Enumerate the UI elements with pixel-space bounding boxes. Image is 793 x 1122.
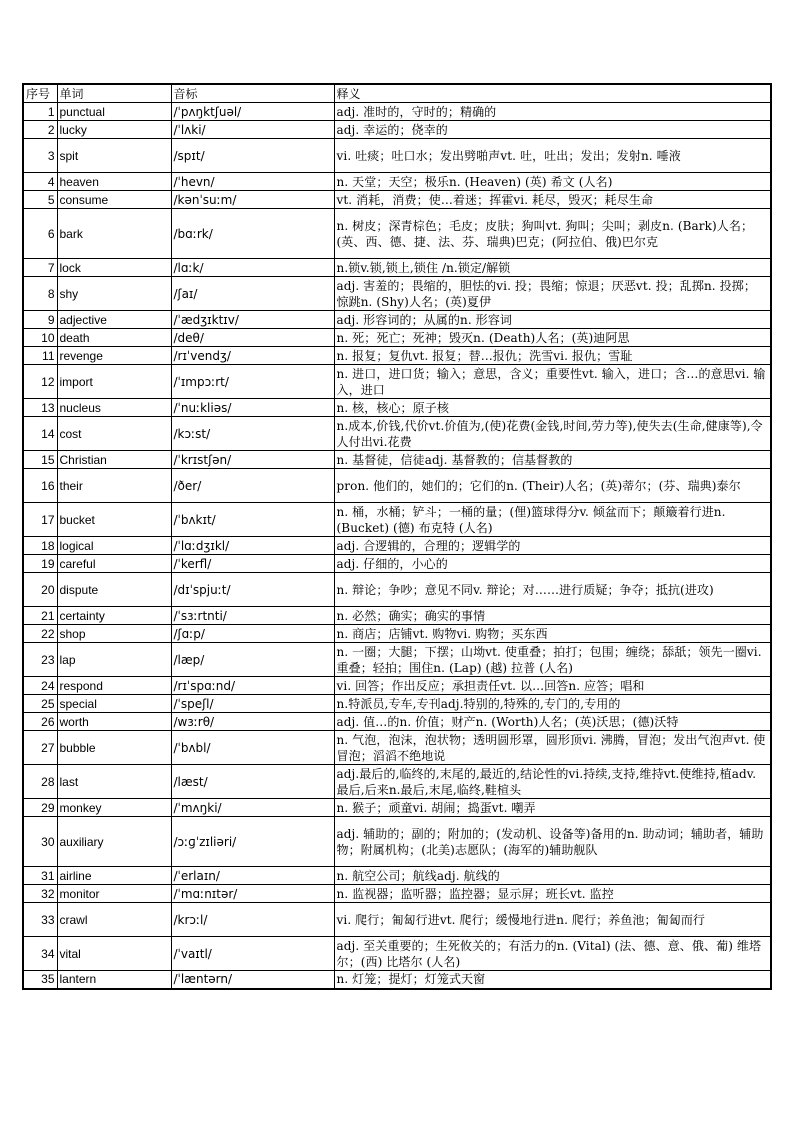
row-word: death [57,329,171,347]
row-phonetic: /ˈvaɪtl/ [171,937,334,971]
row-phonetic: /krɔːl/ [171,903,334,937]
row-definition: n.锁v.锁,锁上,锁住 /n.锁定/解锁 [334,259,771,277]
row-definition: n. 商店；店铺vt. 购物vi. 购物；买东西 [334,625,771,643]
table-row [23,103,771,121]
row-word: import [57,365,171,399]
row-word: nucleus [57,399,171,417]
table-row [23,937,771,971]
row-number: 4 [23,173,57,191]
row-number: 3 [23,139,57,173]
row-word: adjective [57,311,171,329]
row-number: 10 [23,329,57,347]
row-definition: adj. 准时的，守时的；精确的 [334,103,771,121]
row-definition: adj. 至关重要的；生死攸关的；有活力的n. (Vital) (法、德、意、俄、葡) 维塔尔；(西) 比塔尔 (人名) [334,937,771,971]
row-number: 17 [23,503,57,537]
row-phonetic: /ˈhevn/ [171,173,334,191]
row-phonetic: /deθ/ [171,329,334,347]
row-phonetic: /rɪˈvendʒ/ [171,347,334,365]
row-number: 16 [23,469,57,503]
row-phonetic: /ˈlʌki/ [171,121,334,139]
row-definition: adj. 形容词的；从属的n. 形容词 [334,311,771,329]
row-phonetic: /ɔːɡˈzɪliəri/ [171,817,334,867]
row-phonetic: /ˈspeʃl/ [171,695,334,713]
row-phonetic: /ʃaɪ/ [171,277,334,311]
row-definition: adj. 害羞的；畏缩的，胆怯的vi. 投；畏缩；惊退；厌恶vt. 投；乱掷n. 投掷；惊跳n. (Shy)人名；(英)夏伊 [334,277,771,311]
row-definition: n. 核，核心；原子核 [334,399,771,417]
row-word: bark [57,209,171,259]
table-row [23,537,771,555]
header-number: 序号 [23,84,57,103]
row-word: consume [57,191,171,209]
row-number: 26 [23,713,57,731]
row-phonetic: /ˈlæntərn/ [171,971,334,989]
row-number: 15 [23,451,57,469]
table-row [23,765,771,799]
row-number: 29 [23,799,57,817]
row-word: bubble [57,731,171,765]
row-word: vital [57,937,171,971]
row-definition: pron. 他们的，她们的；它们的n. (Their)人名；(英)蒂尔；(芬、瑞典)泰尔 [334,469,771,503]
row-definition: n. 猴子；顽童vi. 胡闹；捣蛋vt. 嘲弄 [334,799,771,817]
table-header-row [23,84,771,103]
table-row [23,347,771,365]
row-phonetic: /ʃɑːp/ [171,625,334,643]
row-phonetic: /ˈsɜːrtnti/ [171,607,334,625]
row-word: monitor [57,885,171,903]
row-definition: adj. 仔细的，小心的 [334,555,771,573]
row-word: logical [57,537,171,555]
row-word: careful [57,555,171,573]
row-definition: n.成本,价钱,代价vt.价值为,(使)花费(金钱,时间,劳力等),使失去(生命,健康等),令人付出vi.花费 [334,417,771,451]
row-number: 11 [23,347,57,365]
row-definition: n. 死；死亡；死神；毁灭n. (Death)人名；(英)迪阿思 [334,329,771,347]
table-row [23,311,771,329]
row-phonetic: /ˈmʌŋki/ [171,799,334,817]
table-row [23,971,771,989]
row-word: heaven [57,173,171,191]
table-row [23,677,771,695]
row-number: 18 [23,537,57,555]
row-word: lap [57,643,171,677]
row-word: cost [57,417,171,451]
row-definition: vt. 消耗，消费；使…着迷；挥霍vi. 耗尽，毁灭；耗尽生命 [334,191,771,209]
row-definition: adj. 辅助的；副的；附加的；(发动机、设备等)备用的n. 助动词；辅助者，辅助物；附属机构；(北美)志愿队；(海军的)辅助舰队 [334,817,771,867]
header-definition: 释义 [334,84,771,103]
row-word: bucket [57,503,171,537]
row-word: dispute [57,573,171,607]
row-definition: n. 必然；确实；确实的事情 [334,607,771,625]
row-number: 14 [23,417,57,451]
vocabulary-sheet [22,83,770,990]
row-number: 33 [23,903,57,937]
table-row [23,365,771,399]
row-definition: n. 一圈；大腿；下摆；山坳vt. 使重叠；拍打；包围；缠绕；舔舐；领先一圈vi. 重叠；轻拍；围住n. (Lap) (越) 拉普 (人名) [334,643,771,677]
table-row [23,259,771,277]
table-row [23,399,771,417]
row-phonetic: /ˈbʌkɪt/ [171,503,334,537]
row-word: Christian [57,451,171,469]
row-number: 2 [23,121,57,139]
row-phonetic: /lɑːk/ [171,259,334,277]
row-phonetic: /læst/ [171,765,334,799]
row-definition: n.特派员,专车,专刊adj.特别的,特殊的,专门的,专用的 [334,695,771,713]
table-row [23,451,771,469]
row-number: 23 [23,643,57,677]
row-definition: n. 进口，进口货；输入；意思，含义；重要性vt. 输入，进口；含…的意思vi. 输入，进口 [334,365,771,399]
table-row [23,607,771,625]
row-definition: n. 航空公司；航线adj. 航线的 [334,867,771,885]
table-row [23,139,771,173]
row-number: 9 [23,311,57,329]
header-phonetic: 音标 [171,84,334,103]
row-definition: n. 监视器；监听器；监控器；显示屏；班长vt. 监控 [334,885,771,903]
row-number: 6 [23,209,57,259]
table-row [23,903,771,937]
row-phonetic: /ˈædʒɪktɪv/ [171,311,334,329]
row-phonetic: /ˈɪmpɔːrt/ [171,365,334,399]
table-row [23,503,771,537]
table-row [23,573,771,607]
row-phonetic: /ˈnuːkliəs/ [171,399,334,417]
row-word: shop [57,625,171,643]
row-word: lock [57,259,171,277]
row-number: 25 [23,695,57,713]
row-word: airline [57,867,171,885]
vocabulary-table [22,83,772,990]
table-row [23,191,771,209]
row-definition: n. 报复；复仇vt. 报复；替…报仇；洗雪vi. 报仇；雪耻 [334,347,771,365]
row-phonetic: /wɜːrθ/ [171,713,334,731]
row-definition: n. 灯笼；提灯；灯笼式天窗 [334,971,771,989]
row-word: auxiliary [57,817,171,867]
row-number: 34 [23,937,57,971]
row-phonetic: /dɪˈspjuːt/ [171,573,334,607]
table-row [23,625,771,643]
table-row [23,799,771,817]
row-number: 7 [23,259,57,277]
table-row [23,329,771,347]
row-number: 13 [23,399,57,417]
table-row [23,643,771,677]
row-definition: adj. 幸运的；侥幸的 [334,121,771,139]
row-word: certainty [57,607,171,625]
row-number: 22 [23,625,57,643]
row-word: worth [57,713,171,731]
table-row [23,469,771,503]
row-word: lucky [57,121,171,139]
row-phonetic: /ðer/ [171,469,334,503]
table-row [23,173,771,191]
row-definition: n. 树皮；深青棕色；毛皮；皮肤；狗叫vt. 狗叫；尖叫；剥皮n. (Bark)人名；(英、西、德、捷、法、芬、瑞典)巴克；(阿拉伯、俄)巴尔克 [334,209,771,259]
table-row [23,555,771,573]
row-word: revenge [57,347,171,365]
row-definition: adj.最后的,临终的,末尾的,最近的,结论性的vi.持续,支持,维持vt.使维持,植adv.最后,后来n.最后,末尾,临终,鞋楦头 [334,765,771,799]
row-number: 32 [23,885,57,903]
row-definition: vi. 吐痰；吐口水；发出劈啪声vt. 吐，吐出；发出；发射n. 唾液 [334,139,771,173]
row-number: 12 [23,365,57,399]
row-definition: adj. 值…的n. 价值；财产n. (Worth)人名；(英)沃思；(德)沃特 [334,713,771,731]
row-word: their [57,469,171,503]
row-phonetic: /ˈbʌbl/ [171,731,334,765]
table-row [23,209,771,259]
table-row [23,885,771,903]
table-row [23,417,771,451]
row-number: 30 [23,817,57,867]
row-phonetic: /spɪt/ [171,139,334,173]
row-number: 35 [23,971,57,989]
row-number: 24 [23,677,57,695]
row-definition: n. 桶，水桶；铲斗；一桶的量；(俚)篮球得分v. 倾盆而下；颠簸着行进n. (Bucket) (德) 布克特 (人名) [334,503,771,537]
row-number: 5 [23,191,57,209]
row-number: 8 [23,277,57,311]
row-number: 21 [23,607,57,625]
row-number: 20 [23,573,57,607]
table-body [23,103,771,989]
table-row [23,817,771,867]
row-word: spit [57,139,171,173]
row-definition: adj. 合逻辑的，合理的；逻辑学的 [334,537,771,555]
row-phonetic: /ˈmɑːnɪtər/ [171,885,334,903]
row-number: 27 [23,731,57,765]
row-definition: vi. 爬行；匍匐行进vt. 爬行；缓慢地行进n. 爬行；养鱼池；匍匐而行 [334,903,771,937]
row-word: respond [57,677,171,695]
row-word: shy [57,277,171,311]
row-definition: n. 天堂；天空；极乐n. (Heaven) (英) 希文 (人名) [334,173,771,191]
row-definition: n. 气泡，泡沫，泡状物；透明圆形罩，圆形顶vi. 沸腾，冒泡；发出气泡声vt. 使冒泡；滔滔不绝地说 [334,731,771,765]
table-row [23,277,771,311]
table-row [23,713,771,731]
row-word: monkey [57,799,171,817]
row-definition: n. 辩论；争吵；意见不同v. 辩论；对……进行质疑；争夺；抵抗(进攻) [334,573,771,607]
row-phonetic: /læp/ [171,643,334,677]
table-row [23,695,771,713]
row-word: last [57,765,171,799]
row-phonetic: /kɔːst/ [171,417,334,451]
header-word: 单词 [57,84,171,103]
row-phonetic: /rɪˈspɑːnd/ [171,677,334,695]
row-phonetic: /ˈlɑːdʒɪkl/ [171,537,334,555]
row-word: crawl [57,903,171,937]
row-word: special [57,695,171,713]
row-number: 1 [23,103,57,121]
row-word: punctual [57,103,171,121]
row-phonetic: /ˈkerfl/ [171,555,334,573]
row-phonetic: /ˈpʌŋktʃuəl/ [171,103,334,121]
row-number: 31 [23,867,57,885]
row-phonetic: /kənˈsuːm/ [171,191,334,209]
row-definition: n. 基督徒，信徒adj. 基督教的；信基督教的 [334,451,771,469]
row-definition: vi. 回答；作出反应；承担责任vt. 以…回答n. 应答；唱和 [334,677,771,695]
table-row [23,867,771,885]
row-phonetic: /ˈkrɪstʃən/ [171,451,334,469]
row-phonetic: /ˈerlaɪn/ [171,867,334,885]
row-number: 28 [23,765,57,799]
table-row [23,731,771,765]
row-phonetic: /bɑːrk/ [171,209,334,259]
row-word: lantern [57,971,171,989]
table-row [23,121,771,139]
row-number: 19 [23,555,57,573]
